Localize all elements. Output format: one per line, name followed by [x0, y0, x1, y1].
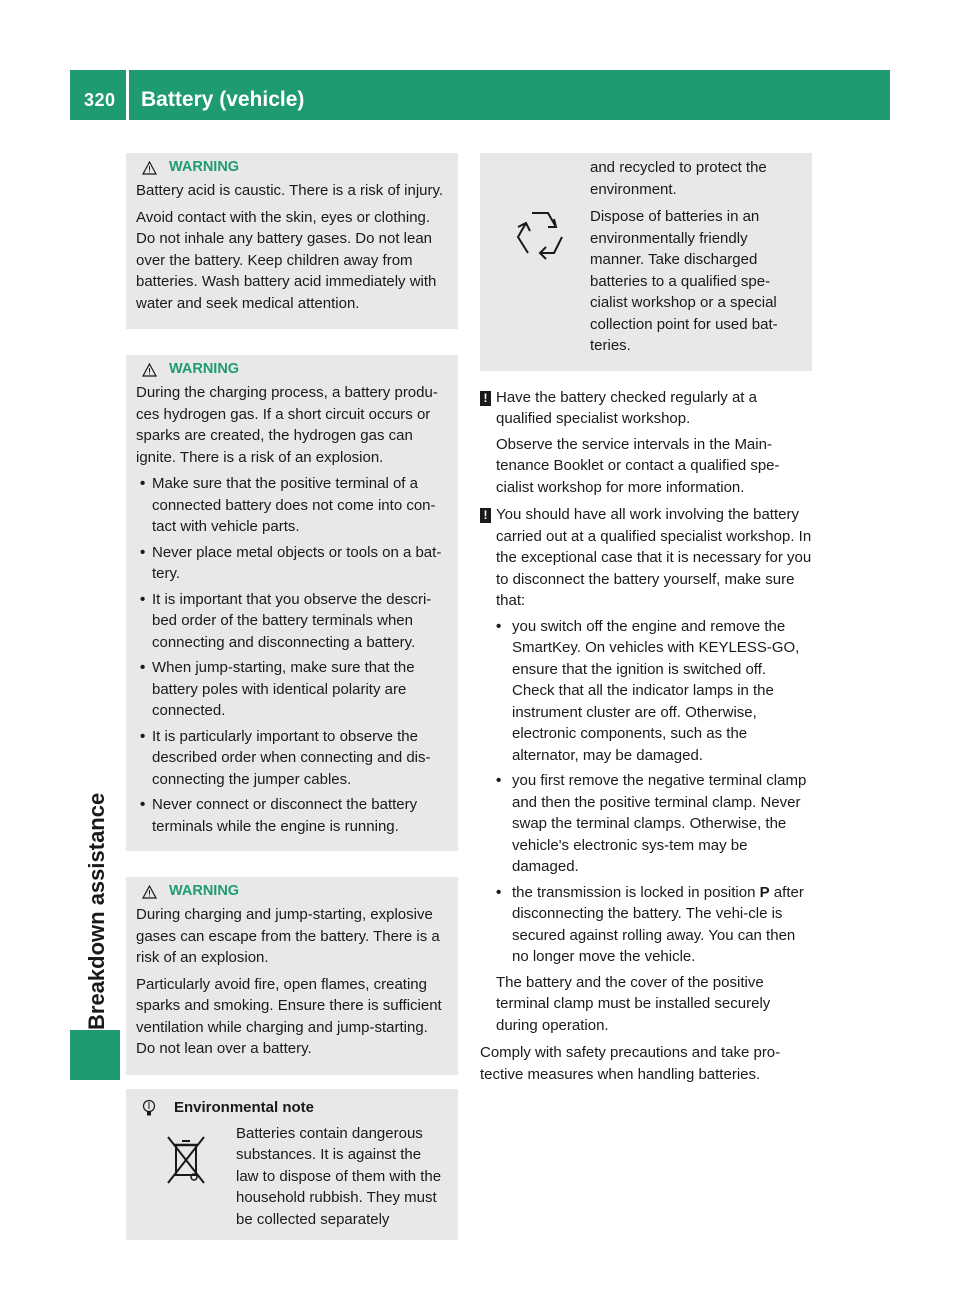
- warning-triangle-icon: [142, 161, 157, 175]
- warning-box-3: [126, 877, 458, 1075]
- environmental-note-continued: [480, 153, 812, 371]
- right-column: [480, 153, 812, 1085]
- warning-text: During charging and jump-starting, explosive gases can escape from the battery. There is a risk of an explosion.: [136, 906, 440, 966]
- warning-label: WARNING: [169, 159, 240, 176]
- header-separator: [126, 70, 129, 120]
- warning-text: During the charging process, a battery produ-ces hydrogen gas. If a short circuit occurs or sparks are created, the hydrogen gas can ignite. There is a risk of an explosion.: [136, 384, 438, 466]
- recycle-icon: [510, 205, 570, 265]
- left-column: [126, 153, 458, 1254]
- list-item: • It is important that you observe the descri-bed order of the battery terminals when connecting and disconnecting a battery.: [140, 590, 432, 651]
- environmental-note-row: [136, 1123, 450, 1231]
- exclamation-icon: !: [480, 391, 491, 406]
- list-item: • Never connect or disconnect the battery terminals while the engine is running.: [140, 796, 418, 835]
- environmental-note-text: Batteries contain dangerous substances. It is against the law to dispose of them with the household rubbish. They must be collected separately: [236, 1124, 442, 1228]
- page-title: Battery (vehicle): [141, 88, 305, 111]
- lightbulb-icon: [142, 1099, 156, 1117]
- warning-text: Particularly avoid fire, open flames, creating sparks and smoking. Ensure there is sufficient ventilation while charging and jump-starting. Do not lean over a battery.: [136, 975, 442, 1057]
- note-text: Observe the service intervals in the Main-tenance Booklet or contact a qualified spe-cialist workshop for more information.: [496, 435, 780, 496]
- page-number: 320: [84, 90, 116, 110]
- environmental-note-heading: [142, 1097, 450, 1119]
- warning-triangle-icon: [142, 885, 157, 899]
- list-item: • you switch off the engine and remove the SmartKey. On vehicles with KEYLESS-GO, ensure that the ignition is switched off. Check that all the indicator lamps in the instrument cluster are off. Otherwise, electronic components, such as the alternator, may be damaged.: [496, 617, 800, 764]
- environmental-note-text: and recycled to protect the environment.: [590, 159, 767, 198]
- caution-note: ! You should have all work involving the battery carried out at a qualified specialist workshop. In the exceptional case that it is necessary for you to disconnect the battery yourself, make sure that:: [480, 504, 812, 612]
- list-item: • When jump-starting, make sure that the battery poles with identical polarity are connected.: [140, 659, 415, 719]
- crossed-out-bin-icon: [164, 1133, 208, 1187]
- list-item: • Make sure that the positive terminal of a connected battery does not come into con-tact with vehicle parts.: [140, 475, 436, 535]
- warning-box-1: [126, 153, 458, 329]
- warning-label: WARNING: [169, 883, 240, 900]
- side-tab-block: [70, 1030, 120, 1080]
- environmental-note-text: Dispose of batteries in an environmentally friendly manner. Take discharged batteries to a qualified spe-cialist workshop or a special collection point for used bat-teries.: [590, 208, 778, 354]
- list-item: • Never place metal objects or tools on a bat-tery.: [140, 543, 442, 582]
- warning-box-2: [126, 355, 458, 851]
- warning-triangle-icon: [142, 363, 157, 377]
- section-side-label: Breakdown assistance: [84, 792, 109, 1030]
- closing-text: Comply with safety precautions and take pro-tective measures when handling batteries.: [480, 1044, 781, 1083]
- environmental-note-label: Environmental note: [174, 1098, 315, 1116]
- list-item: • the transmission is locked in position P after disconnecting the battery. The vehi-cle is secured against rolling away. You can then no longer move the vehicle.: [496, 883, 804, 965]
- warning-heading: [142, 359, 450, 381]
- note-text: The battery and the cover of the positive terminal clamp must be installed securely during operation.: [496, 973, 771, 1034]
- warning-text: Avoid contact with the skin, eyes or clothing. Do not inhale any battery gases. Do not lean over the battery. Keep children away from batteries. Wash battery acid immediately with water and seek medical attention.: [136, 208, 437, 312]
- warning-label: WARNING: [169, 361, 240, 378]
- list-item: • you first remove the negative terminal clamp and then the positive terminal clamp. Never swap the terminal clamps. Otherwise, the vehicle's electronic sys-tem may be damaged.: [496, 772, 807, 875]
- list-item: • It is particularly important to observe the described order when connecting and dis-connecting the jumper cables.: [140, 727, 431, 788]
- environmental-note-box: [126, 1089, 458, 1241]
- exclamation-icon: !: [480, 508, 491, 523]
- warning-text: Battery acid is caustic. There is a risk of injury.: [136, 182, 444, 199]
- warning-heading: [142, 157, 450, 179]
- warning-heading: [142, 881, 450, 903]
- caution-note: ! Have the battery checked regularly at a qualified specialist workshop.: [480, 387, 812, 430]
